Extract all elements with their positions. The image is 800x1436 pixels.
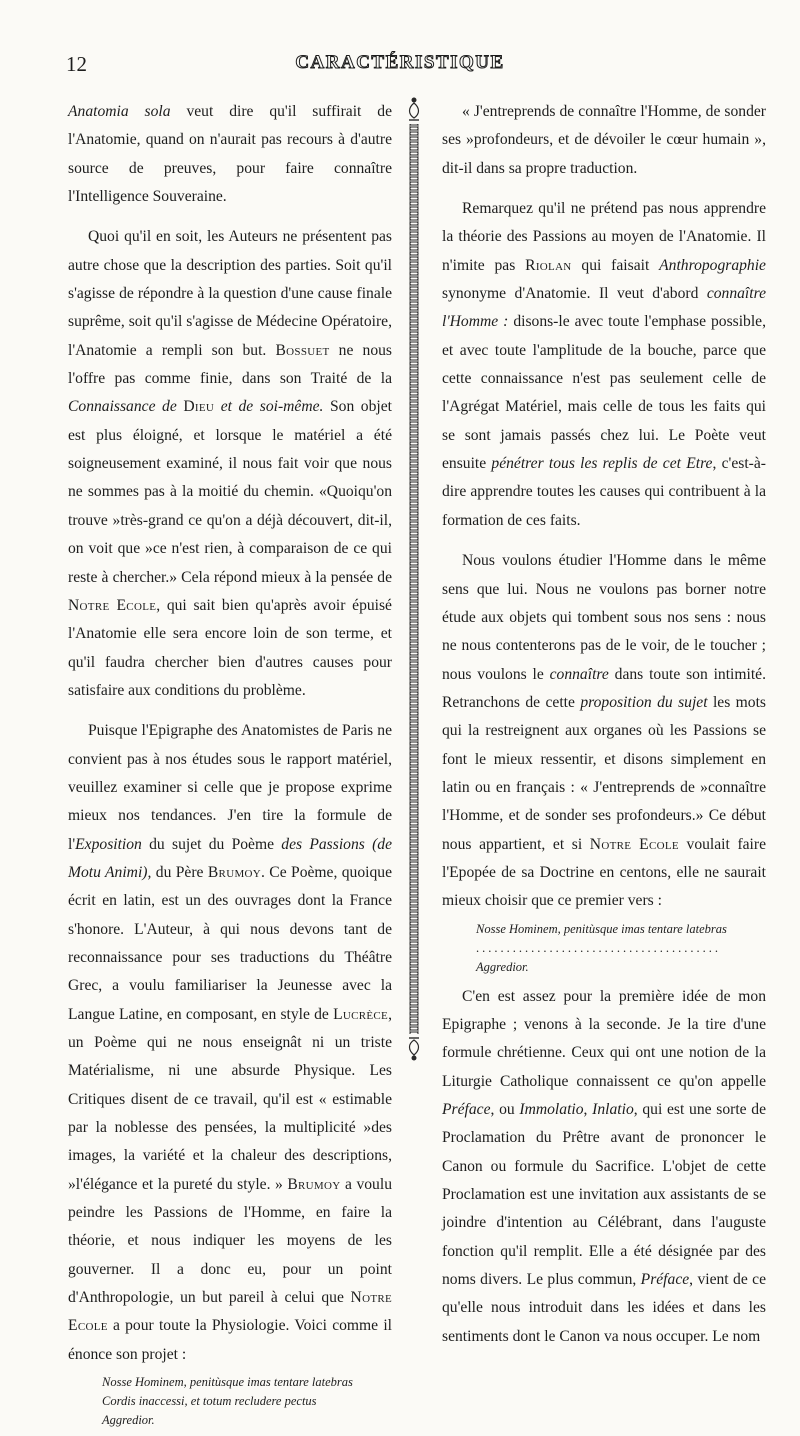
paragraph: « J'entreprends de connaître l'Homme, de sonder ses »profondeurs, et de dévoiler le cœur humain », dit-il dans sa propre traduction. [442, 103, 766, 177]
italic-term: Préface [442, 1101, 491, 1118]
text: , un Poème qui ne nous enseignât ni un triste Matérialisme, ni une absurde Physique. Les Critiques disent de ce travail, qu'il est « estimable par la noblesse des pensées, la multiplicité »des images, la variété et la chaleur des descriptions, »l'élégance et la pureté du style. » [68, 1005, 392, 1193]
poem-title: des Passions (de Motu Animi), [68, 835, 392, 881]
text: . Ce Poème, quoique écrit en latin, est un des ouvrages dont la France s'honore. L'Auteur, à qui nous devons tant de reconnaissance pour ses traductions du Théâtre Grec, a voulu familiariser la Jeunesse avec la Langue Latine, en composant, en style de [68, 863, 392, 1023]
italic-term: Préface [640, 1271, 690, 1289]
paragraph [442, 547, 766, 915]
verse-line: Nosse Hominem, penitùsque imas tentare latebras [476, 921, 727, 936]
italic-term: Exposition [75, 835, 142, 853]
text: Quoi qu'il en soit, les Auteurs ne présentent pas autre chose que la description des parties. Soit qu'il s'agisse de répondre à la question d'une cause finale suprême, soit qu'il s'agisse de Médecine Opératoire, l'Anatomie a rempli son but. [68, 228, 392, 359]
italic-term: Immolatio [519, 1101, 584, 1118]
text: , qui est une sorte de Proclamation du Prêtre avant de prononcer le Canon ou formule du Sacrifice. L'objet de cette Proclamation est une invitation aux assistants de se joindre d'intention au Célébrant, dans l'auguste fonction qu'il remplit. Elle a été désignée par des noms divers. Le plus commun, [442, 1101, 767, 1289]
text: synonyme d'Anatomie. Il veut d'abord [442, 285, 707, 303]
book-title: et de soi-même. [220, 398, 324, 416]
paragraph [442, 983, 766, 1351]
latin-verse-quote [476, 920, 766, 977]
text: , ou [490, 1101, 520, 1118]
text: C'en est assez pour la première idée de mon Epigraphe ; venons à la seconde. Je la tire d'une formule chrétienne. Ceux qui ont une notion de la Liturgie Catholique connaissent ce qu'on appelle [442, 987, 766, 1090]
author-name: Lucrèce [333, 1005, 389, 1023]
paragraph [68, 98, 392, 211]
text: , c'est-à-dire apprendre toutes les causes qui contribuent à la formation de ces faits. [442, 455, 766, 529]
author-name: Brumoy [287, 1175, 341, 1193]
text: Son objet est plus éloigné, et lorsque le matériel a été soigneusement examiné, il nous fait voir que nous ne sommes pas à la moitié du chemin. «Quoiqu'on trouve »très-grand ce qu'on a déjà découvert, dit-il, on voit que »ce n'est rien, à comparaison de ce qui reste à chercher.» Cela répond mieux à la pensée de [68, 398, 392, 586]
verse-ellipsis: ........................................ [476, 940, 721, 955]
page-number: 12 [66, 52, 87, 76]
divider-chain [403, 124, 425, 1034]
running-title: CARACTÉRISTIQUE [295, 52, 505, 73]
author-name: Bossuet [275, 341, 330, 359]
text: disons-le avec toute l'emphase possible, et avec toute l'amplitude de la bouche, parce que cette connaissance n'est pas seulement celle de l'Agrégat Matériel, mais celle de tous les faits qui se sont jamais passés chez lui. Le Poète veut ensuite [442, 313, 766, 473]
text: voulait faire l'Epopée de sa Doctrine en centons, elle ne saurait mieux choisir que ce premier vers : [442, 835, 766, 910]
latin-verse-quote [102, 1373, 392, 1430]
author-name: Riolan [525, 256, 572, 274]
text: dans toute son intimité. Retranchons de cette [442, 665, 766, 711]
text: Remarquez qu'il ne prétend pas nous apprendre la théorie des Passions au moyen de l'Anatomie. Il n'imite pas [442, 200, 766, 274]
italic-term: connaître [549, 665, 609, 683]
paragraph [68, 717, 392, 1369]
text: , [583, 1101, 593, 1118]
divider-top-finial [409, 98, 419, 121]
verse-line: Aggredior. [102, 1413, 155, 1428]
italic-term: Anthropographie [659, 256, 766, 274]
paragraph [442, 195, 766, 535]
school-name: Notre Ecole [68, 1289, 392, 1335]
italic-phrase: pénétrer tous les replis de cet Etre [491, 455, 713, 473]
book-title: Connaissance de [68, 398, 177, 416]
text: du Père [151, 863, 208, 881]
italic-phrase: connaître l'Homme : [442, 285, 766, 331]
school-name: Notre Ecole [68, 596, 157, 614]
latin-phrase: Anatomia sola [68, 103, 171, 120]
text: , vient de ce qu'elle nous introduit dans les idées et dans les sentiments dont le Canon va nous occuper. Le nom [442, 1271, 766, 1345]
text: Nous voulons étudier l'Homme dans le même sens que lui. Nous ne voulons pas borner notre étude aux objets qui tombent sous nos sens : nous ne nous contenterons pas de le voir, de le toucher ; nous voulons le [442, 552, 766, 683]
text: , qui sait bien qu'après avoir épuisé l'Anatomie elle sera encore loin de son terme, et qu'il faudra chercher bien d'autres causes pour satisfaire aux conditions du problème. [68, 596, 392, 699]
text: Puisque l'Epigraphe des Anatomistes de Paris ne convient pas à nos études sous le rapport matériel, veuillez examiner si celle que je propose exprime mieux nos tendances. J'en tire la formule de l' [68, 722, 392, 853]
verse-line: Aggredior. [476, 959, 529, 974]
school-name: Notre Ecole [589, 835, 679, 853]
small-caps-word: Dieu [183, 398, 215, 416]
text: qui faisait [571, 256, 660, 274]
text: du sujet du Poème [141, 835, 282, 853]
left-column [68, 98, 392, 1436]
paragraph [68, 223, 392, 705]
text: ne nous l'offre pas comme finie, dans son Traité de la [68, 341, 392, 388]
divider-bottom-finial [409, 1038, 419, 1061]
text: a pour toute la Physiologie. Voici comme il énonce son projet : [68, 1317, 392, 1363]
text: veut dire qu'il suffirait de l'Anatomie, quand on n'aurait pas recours à d'autre source de preuves, pour faire connaître l'Intelligence Souveraine. [68, 103, 392, 206]
column-divider-ornament [403, 96, 425, 1062]
italic-term: Inlatio [592, 1101, 634, 1118]
italic-phrase: proposition du sujet [580, 693, 708, 711]
running-header [0, 48, 800, 84]
verse-line: Cordis inaccessi, et totum recludere pectus [102, 1394, 317, 1409]
author-name: Brumoy [207, 863, 262, 881]
right-column [442, 98, 766, 1351]
verse-line: Nosse Hominem, penitùsque imas tentare latebras [102, 1375, 353, 1390]
text: les mots qui la restreignent aux organes où les Passions se font le mieux ressentir, et disons simplement en latin ou en français : « J'entreprends de »connaître l'Homme, et de sonder ses profondeurs.» Ce début nous appartient, et si [442, 693, 766, 853]
text: a voulu peindre les Passions de l'Homme, en faire la théorie, et nous indiquer les moyens de les gouverner. Il a donc eu, pour un point d'Anthropologie, un but pareil à celui que [68, 1175, 392, 1307]
